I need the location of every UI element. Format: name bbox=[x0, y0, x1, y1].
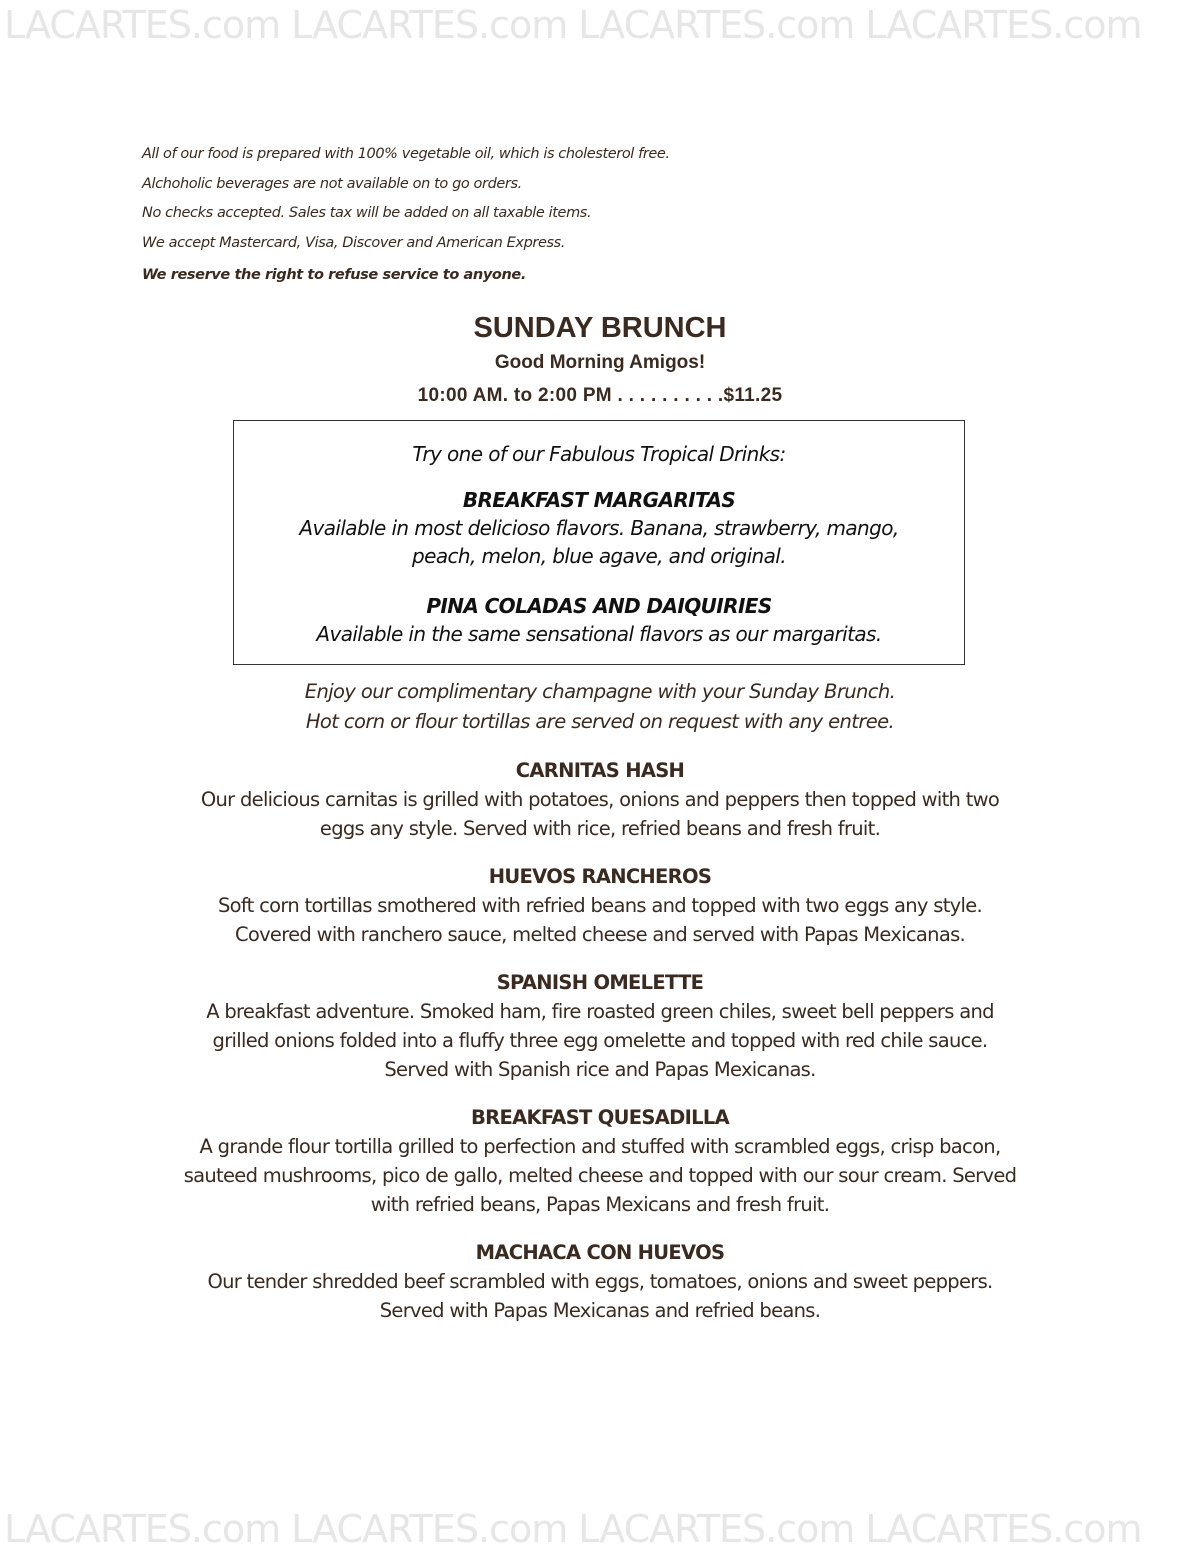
menu-item-huevos-rancheros bbox=[0, 863, 1200, 949]
item-desc-line: A grande flour tortilla grilled to perfection and stuffed with scrambled eggs, crisp bacon, bbox=[199, 1135, 1001, 1158]
menu-item-carnitas-hash bbox=[0, 757, 1200, 843]
menu-item-spanish-omelette bbox=[0, 969, 1200, 1084]
watermark-text: LACARTES.com bbox=[291, 1507, 568, 1551]
item-name: HUEVOS RANCHEROS bbox=[488, 865, 712, 888]
item-name: SPANISH OMELETTE bbox=[496, 971, 704, 994]
page-subtitle: Good Morning Amigos! bbox=[494, 352, 706, 373]
item-desc-line: grilled onions folded into a fluffy three egg omelette and topped with red chile sauce. bbox=[212, 1029, 988, 1052]
hours-price: 10:00 AM. to 2:00 PM . . . . . . . . . .$11.25 bbox=[417, 385, 783, 406]
item-desc-line: Soft corn tortillas smothered with refried beans and topped with two eggs any style. bbox=[217, 894, 983, 917]
item-desc-line: eggs any style. Served with rice, refried beans and fresh fruit. bbox=[319, 817, 881, 840]
item-name: MACHACA CON HUEVOS bbox=[475, 1241, 725, 1264]
watermark-text: LACARTES.com bbox=[578, 1507, 855, 1551]
brunch-header bbox=[0, 308, 1200, 414]
note-vegetable-oil: All of our food is prepared with 100% vegetable oil, which is cholesterol free. bbox=[142, 146, 670, 162]
item-desc-line: Served with Papas Mexicanas and refried beans. bbox=[379, 1299, 821, 1322]
item-desc bbox=[140, 1267, 1060, 1325]
drinks-intro: Try one of our Fabulous Tropical Drinks: bbox=[412, 442, 786, 466]
item-desc bbox=[140, 891, 1060, 949]
intro-tortillas: Hot corn or flour tortillas are served on request with any entree. bbox=[305, 709, 895, 733]
watermark-top bbox=[0, 0, 1200, 50]
note-cards: We accept Mastercard, Visa, Discover and American Express. bbox=[142, 234, 565, 251]
watermark-text: LACARTES.com bbox=[865, 1507, 1142, 1551]
menu-item-machaca-con-huevos bbox=[0, 1239, 1200, 1325]
drink-desc: peach, melon, blue agave, and original. bbox=[412, 544, 786, 568]
note-alcohol: Alchoholic beverages are not available on to go orders. bbox=[142, 175, 522, 192]
item-desc-line: Served with Spanish rice and Papas Mexicanas. bbox=[384, 1058, 816, 1081]
page-title: SUNDAY BRUNCH bbox=[473, 312, 727, 344]
item-desc-line: Our tender shredded beef scrambled with eggs, tomatoes, onions and sweet peppers. bbox=[207, 1270, 993, 1293]
item-desc-line: Covered with ranchero sauce, melted cheese and served with Papas Mexicanas. bbox=[234, 923, 966, 946]
note-checks-tax: No checks accepted. Sales tax will be added on all taxable items. bbox=[142, 205, 592, 221]
watermark-text: LACARTES.com bbox=[4, 1507, 281, 1551]
item-desc-line: Our delicious carnitas is grilled with potatoes, onions and peppers then topped with two bbox=[200, 788, 1000, 811]
policy-notes bbox=[142, 140, 670, 291]
watermark-text: LACARTES.com bbox=[578, 3, 855, 47]
drink-name: PINA COLADAS AND DAIQUIRIES bbox=[426, 594, 772, 618]
brunch-menu bbox=[0, 757, 1200, 1345]
watermark-text: LACARTES.com bbox=[291, 3, 568, 47]
item-desc bbox=[140, 785, 1060, 843]
menu-item-breakfast-quesadilla bbox=[0, 1104, 1200, 1219]
item-desc-line: with refried beans, Papas Mexicans and fresh fruit. bbox=[370, 1193, 830, 1216]
item-name: BREAKFAST QUESADILLA bbox=[471, 1106, 729, 1129]
drink-item bbox=[234, 486, 964, 570]
intro-champagne: Enjoy our complimentary champagne with your Sunday Brunch. bbox=[304, 680, 896, 703]
item-name: CARNITAS HASH bbox=[515, 759, 685, 782]
drink-name: BREAKFAST MARGARITAS bbox=[462, 488, 736, 512]
brunch-intro bbox=[0, 677, 1200, 736]
drink-desc: Available in the same sensational flavors as our margaritas. bbox=[316, 622, 882, 646]
watermark-text: LACARTES.com bbox=[865, 3, 1142, 47]
watermark-bottom bbox=[0, 1504, 1200, 1554]
tropical-drinks-box bbox=[233, 420, 965, 665]
drink-desc: Available in most delicioso flavors. Banana, strawberry, mango, bbox=[299, 516, 899, 540]
watermark-text: LACARTES.com bbox=[4, 3, 281, 47]
item-desc bbox=[140, 997, 1060, 1084]
item-desc bbox=[140, 1132, 1060, 1219]
item-desc-line: sauteed mushrooms, pico de gallo, melted cheese and topped with our sour cream. Served bbox=[183, 1164, 1017, 1187]
drink-item bbox=[234, 592, 964, 648]
item-desc-line: A breakfast adventure. Smoked ham, fire roasted green chiles, sweet bell peppers and bbox=[206, 1000, 994, 1023]
note-refuse-service: We reserve the right to refuse service to anyone. bbox=[142, 267, 526, 283]
